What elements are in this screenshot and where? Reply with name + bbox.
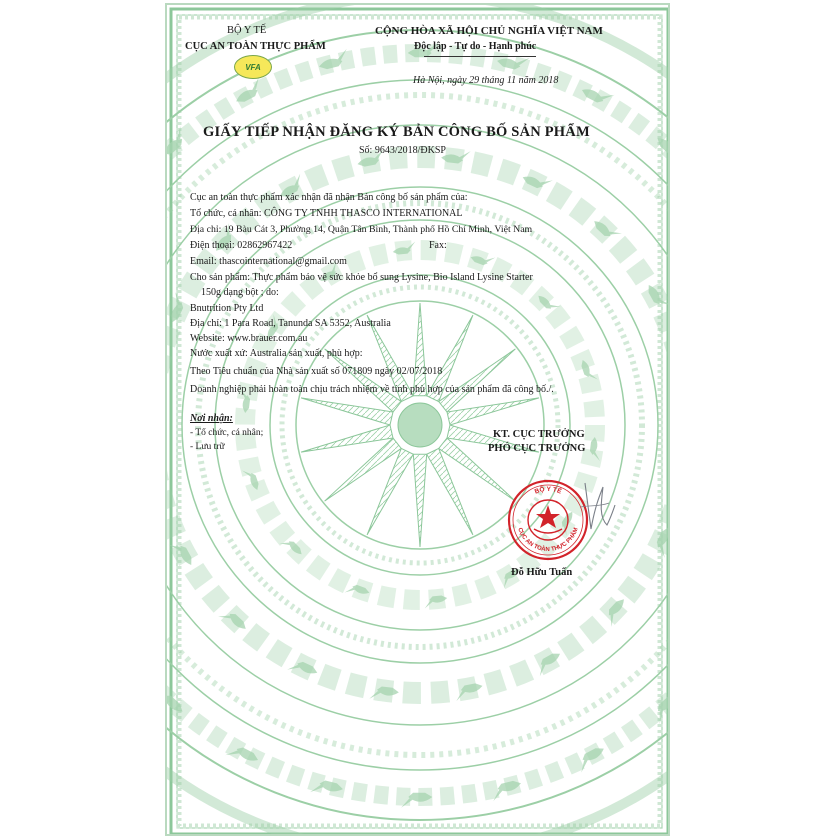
certificate-page	[165, 3, 670, 836]
document-title: GIẤY TIẾP NHẬN ĐĂNG KÝ BẢN CÔNG BỐ SẢN PHẨM	[203, 124, 590, 140]
motto-underline	[424, 56, 536, 57]
recipients-heading: Nơi nhận:	[190, 413, 233, 424]
signer-name: Đỗ Hữu Tuấn	[511, 567, 573, 578]
drum-star-ray	[447, 398, 539, 425]
country-name: CỘNG HÒA XÃ HỘI CHỦ NGHĨA VIỆT NAM	[375, 25, 603, 37]
manufacturer-name: Bnutrition Pty Ltd	[190, 303, 264, 314]
drum-star-ray	[301, 398, 393, 425]
registration-number: Số: 9643/2018/ĐKSP	[359, 145, 446, 156]
manufacturer-website: Website: www.brauer.com.au	[190, 333, 308, 344]
organization-address: Địa chỉ: 19 Bàu Cát 3, Phường 14, Quận Tân Bình, Thành phố Hồ Chí Minh, Việt Nam	[190, 224, 533, 235]
handwritten-signature	[577, 477, 619, 537]
agency-logo	[234, 55, 272, 79]
organization-line: Tổ chức, cá nhân: CÔNG TY TNHH THASCO INTERNATIONAL	[190, 208, 463, 219]
manufacturer-address: Địa chỉ: 1 Para Road, Tanunda SA 5352, Australia	[190, 318, 391, 329]
agency-name: CỤC AN TOÀN THỰC PHẨM	[185, 41, 326, 52]
drum-star-ray	[413, 454, 426, 547]
phone-line: Điện thoại: 02862967422	[190, 240, 293, 251]
place-and-date: Hà Nội, ngày 29 tháng 11 năm 2018	[413, 75, 559, 86]
agency-logo-text: VFA	[245, 62, 261, 72]
seal-top-text: BỘ Y TẾ	[533, 485, 563, 496]
ministry-name: BỘ Y TẾ	[227, 25, 267, 36]
drum-star-ray	[301, 425, 393, 452]
drum-star-ray	[413, 303, 426, 396]
seal-ring-text: CỤC AN TOÀN THỰC PHẨM	[516, 527, 580, 554]
signer-role-2: PHÓ CỤC TRƯỞNG	[488, 443, 586, 454]
standard-reference: Theo Tiêu chuẩn của Nhà sản xuất số 071809 ngày 02/07/2018	[190, 366, 443, 377]
signer-role-1: KT. CỤC TRƯỞNG	[493, 429, 585, 440]
recipient-item: - Tổ chức, cá nhân;	[190, 428, 264, 438]
product-form-line: 150g dạng bột ; do:	[201, 287, 279, 298]
email-line: Email: thascointernational@gmail.com	[190, 256, 347, 267]
confirmation-text: Cục an toàn thực phẩm xác nhận đã nhận Bản công bố sản phẩm của:	[190, 192, 468, 203]
origin-country: Nước xuất xứ: Australia sản xuất, phù hợp:	[190, 348, 363, 359]
product-line: Cho sản phẩm: Thực phẩm bảo vệ sức khỏe bổ sung Lysine, Bio Island Lysine Starter	[190, 272, 533, 283]
responsibility-statement: Doanh nghiệp phải hoàn toàn chịu trách nhiệm về tính phù hợp của sản phẩm đã công bố./.	[190, 384, 554, 395]
fax-line: Fax:	[429, 240, 447, 251]
svg-text:BỘ Y TẾ	[534, 484, 564, 496]
national-motto: Độc lập - Tự do - Hạnh phúc	[414, 41, 537, 52]
recipient-item: - Lưu trữ	[190, 442, 225, 452]
